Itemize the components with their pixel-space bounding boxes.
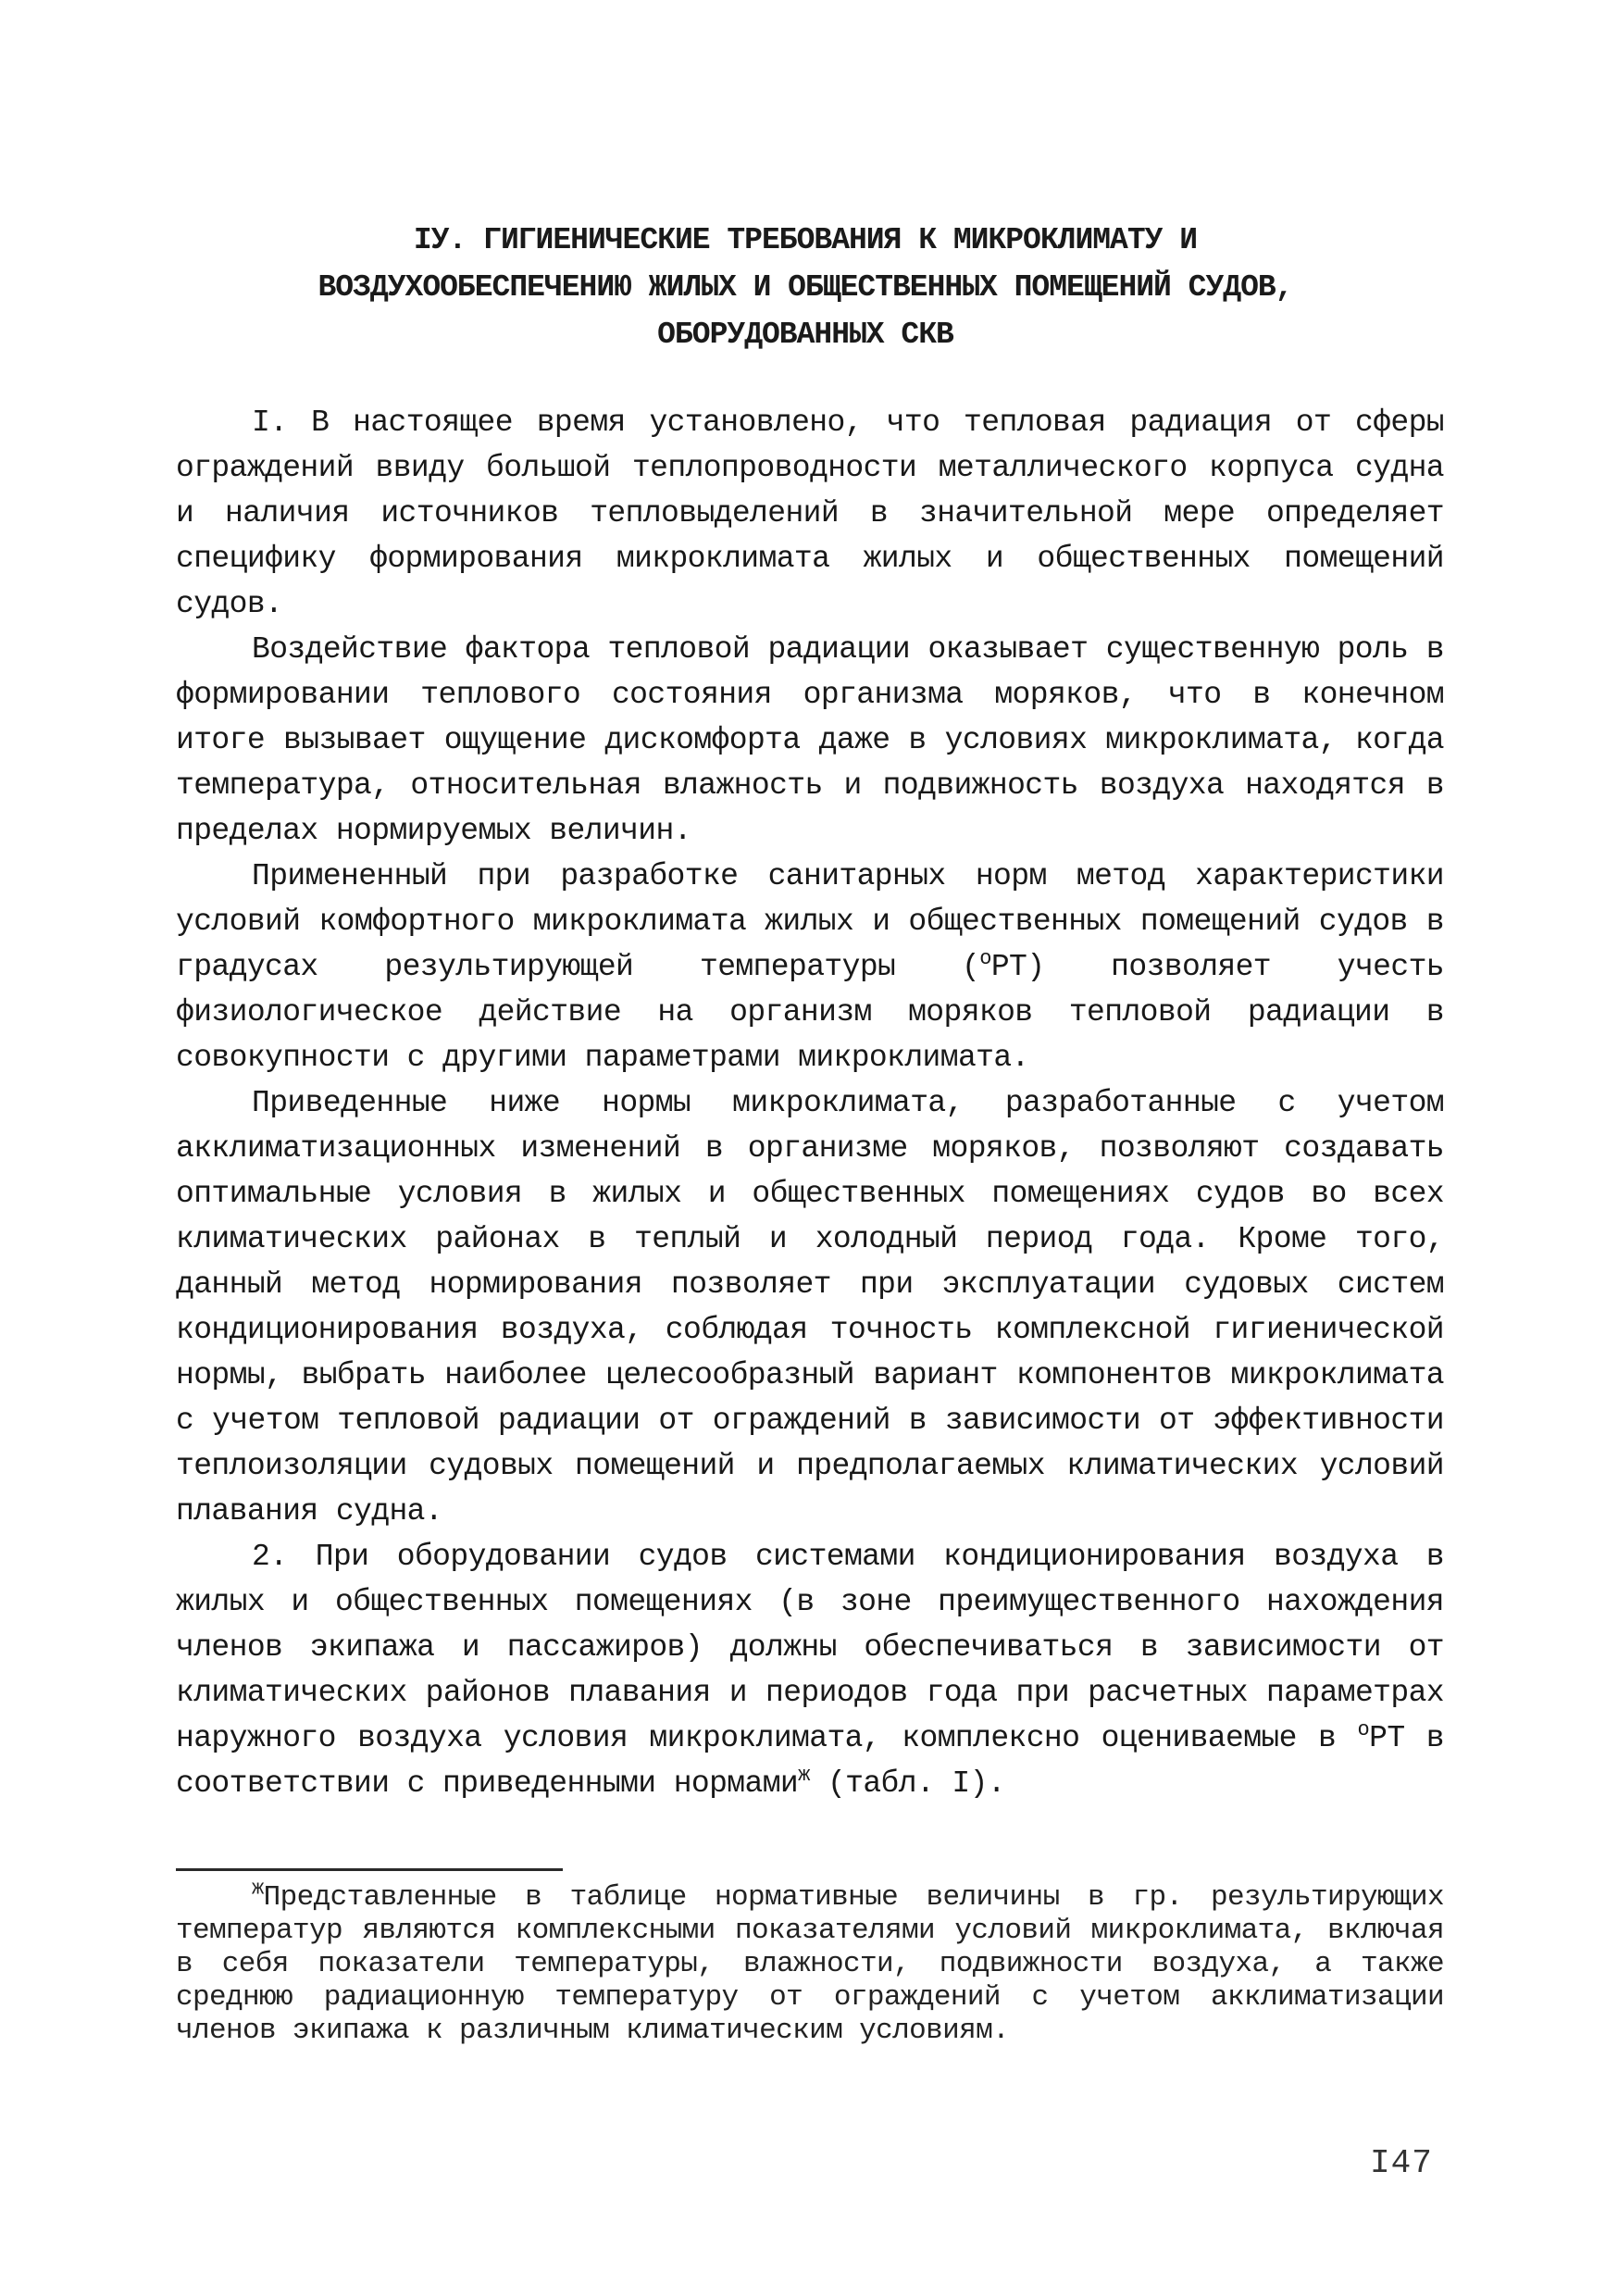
footnote-divider [176, 1868, 563, 1871]
heading-line-1: IУ. ГИГИЕНИЧЕСКИЕ ТРЕБОВАНИЯ К МИКРОКЛИМАТУ И [413, 223, 1198, 257]
paragraph-5-text-mid: РТ в соответствии с приведенными нормами [176, 1721, 1444, 1801]
heading-line-2: ВОЗДУХООБЕСПЕЧЕНИЮ ЖИЛЫХ И ОБЩЕСТВЕННЫХ ПОМЕЩЕНИЙ СУДОВ, [317, 270, 1293, 305]
paragraph-2: Воздействие фактора тепловой радиации оказывает существенную роль в формировании теплового состояния организма моряков, что в конечном итоге вызывает ощущение дискомфорта даже в условиях микроклимата, когда температура, относительная влажность и подвижность воздуха находятся в пределах нормируемых величин. [176, 632, 1444, 848]
paragraph-4: Приведенные ниже нормы микроклимата, разработанные с учетом акклиматизационных изменений в организме моряков, позволяют создавать оптимальные условия в жилых и общественных помещениях судов во всех климатических районах в теплый и холодный период года. Кроме того, данный метод нормирования позволяет при эксплуатации судовых систем кондиционирования воздуха, соблюдая точность комплексной гигиенической нормы, выбрать наиболее целесообразный вариант компонентов микроклимата с учетом тепловой радиации от ограждений в зависимости от эффективности теплоизоляции судовых помещений и предполагаемых климатических условий плавания судна. [176, 1086, 1444, 1529]
paragraph-3-text-end: РТ) позволяет учесть физиологическое действие на организм моряков тепловой радиации в совокупности с другими параметрами микроклимата. [176, 950, 1444, 1075]
body-text [176, 400, 1444, 1806]
footnote [176, 1877, 1444, 2048]
degree-superscript: о [979, 947, 991, 970]
footnote-paragraph [176, 1877, 1444, 2048]
paragraph-3-text: Примененный при разработке санитарных норм метод характеристики условий комфортного микроклимата жилых и общественных помещений судов в градусах результирующей температуры ( [176, 859, 1444, 984]
paragraph-5-text-end: (табл. I). [809, 1766, 1005, 1801]
paragraph-5 [176, 1534, 1444, 1806]
paragraph-3 [176, 854, 1444, 1080]
paragraph-1: I. В настоящее время установлено, что тепловая радиация от сферы ограждений ввиду большой теплопроводности металлического корпуса судна и наличия источников тепловыделений в значительной мере определяет специфику формирования микроклимата жилых и общественных помещений судов. [176, 406, 1444, 621]
heading-line-3: ОБОРУДОВАННЫХ СКВ [657, 318, 953, 352]
section-heading [157, 217, 1453, 358]
footnote-reference-mark: ж [798, 1764, 810, 1787]
footnote-mark: ж [252, 1877, 264, 1901]
degree-superscript: о [1357, 1718, 1370, 1741]
page-number: I47 [1370, 2144, 1433, 2182]
paragraph-5-text: 2. При оборудовании судов системами кондиционирования воздуха в жилых и общественных помещениях (в зоне преимущественного нахождения членов экипажа и пассажиров) должны обеспечиваться в зависимости от климатических районов плавания и периодов года при расчетных параметрах наружного воздуха условия микроклимата, комплексно оцениваемые в [176, 1540, 1444, 1755]
footnote-text: Представленные в таблице нормативные величины в гр. результирующих температур являются комплексными показателями условий микроклимата, включая в себя показатели температуры, влажности, подвижности воздуха, а также среднюю радиационную температуру от ограждений с учетом акклиматизации членов экипажа к различным климатическим условиям. [176, 1881, 1444, 2047]
